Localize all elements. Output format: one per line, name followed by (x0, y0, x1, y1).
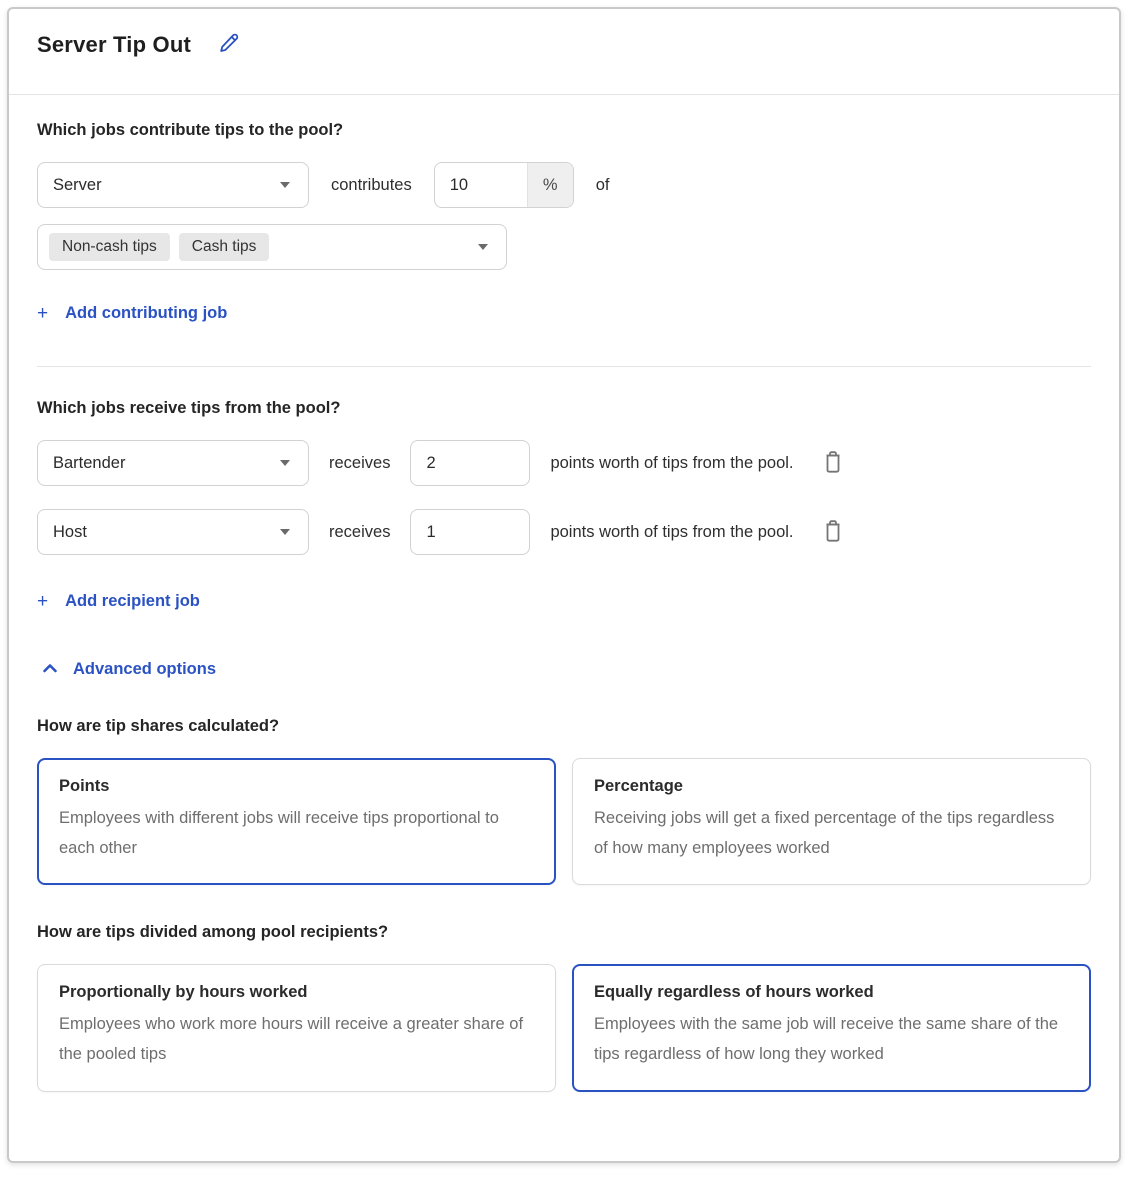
add-contributing-job-label: Add contributing job (65, 304, 228, 322)
tip-types-multiselect[interactable] (37, 224, 507, 270)
option-card-equal[interactable] (572, 964, 1091, 1091)
points-suffix-label: points worth of tips from the pool. (550, 453, 794, 472)
advanced-options-label: Advanced options (73, 660, 217, 678)
page-title: Server Tip Out (37, 31, 191, 57)
tip-type-tags (49, 233, 269, 261)
add-recipient-job-label: Add recipient job (65, 592, 200, 610)
contributes-label: contributes (331, 175, 412, 194)
of-label: of (595, 175, 610, 194)
advanced-options-toggle[interactable] (42, 660, 216, 679)
contribution-percent-group (434, 162, 574, 208)
share-option-cards (37, 758, 1091, 885)
tip-type-tag[interactable]: Non-cash tips (49, 233, 170, 261)
shares-question: How are tip shares calculated? (37, 717, 280, 735)
tip-type-tag[interactable]: Cash tips (179, 233, 270, 261)
add-contributing-job-button[interactable] (37, 304, 227, 323)
option-card-title: Percentage (594, 777, 683, 795)
points-input[interactable] (410, 509, 530, 555)
chevron-up-icon (42, 660, 58, 679)
option-card-description: Employees with the same job will receive the same share of the tips regardless of how long they worked (594, 1015, 1059, 1064)
receives-label: receives (329, 453, 391, 472)
receives-label: receives (329, 522, 391, 541)
caret-down-icon (478, 244, 488, 250)
spacer (37, 578, 1091, 592)
contribution-percent-input[interactable] (435, 163, 527, 207)
caret-down-icon (280, 529, 290, 535)
recipient-row (37, 440, 1091, 486)
plus-icon: + (37, 591, 49, 612)
option-card-proportional[interactable] (37, 964, 556, 1091)
contributing-job-value: Server (53, 175, 102, 194)
trash-icon (822, 518, 844, 547)
division-option-cards (37, 964, 1091, 1091)
section-divider (37, 366, 1091, 367)
edit-title-button[interactable] (217, 31, 241, 58)
points-suffix-label: points worth of tips from the pool. (550, 522, 794, 541)
tip-pool-settings-panel (7, 7, 1121, 1163)
division-question: How are tips divided among pool recipients? (37, 923, 389, 942)
points-input[interactable] (410, 440, 530, 486)
recipient-job-select[interactable] (37, 440, 309, 486)
caret-down-icon (280, 460, 290, 466)
receive-question: Which jobs receive tips from the pool? (37, 399, 341, 417)
contribute-question: Which jobs contribute tips to the pool? (37, 121, 344, 139)
option-card-title: Points (59, 777, 110, 795)
recipient-job-select[interactable] (37, 509, 309, 555)
plus-icon: + (37, 303, 49, 324)
caret-down-icon (280, 182, 290, 188)
pencil-icon (217, 31, 241, 58)
percent-suffix: % (527, 163, 573, 207)
recipient-row (37, 509, 1091, 555)
recipient-job-value: Bartender (53, 453, 126, 472)
contribute-row (37, 162, 1091, 208)
add-recipient-job-button[interactable] (37, 592, 200, 611)
trash-icon (822, 449, 844, 478)
delete-recipient-button[interactable] (820, 516, 846, 549)
option-card-points[interactable] (37, 758, 556, 885)
option-card-title: Equally regardless of hours worked (594, 983, 874, 1002)
panel-body (9, 95, 1119, 1150)
option-card-title: Proportionally by hours worked (59, 983, 308, 1002)
recipient-job-value: Host (53, 522, 87, 541)
delete-recipient-button[interactable] (820, 447, 846, 480)
option-card-description: Employees who work more hours will receive a greater share of the pooled tips (59, 1015, 524, 1064)
option-card-description: Employees with different jobs will receive tips proportional to each other (59, 809, 499, 857)
panel-header (9, 9, 1119, 95)
contributing-job-select[interactable] (37, 162, 309, 208)
option-card-percentage[interactable] (572, 758, 1091, 885)
option-card-description: Receiving jobs will get a fixed percentage of the tips regardless of how many employees worked (594, 809, 1055, 857)
